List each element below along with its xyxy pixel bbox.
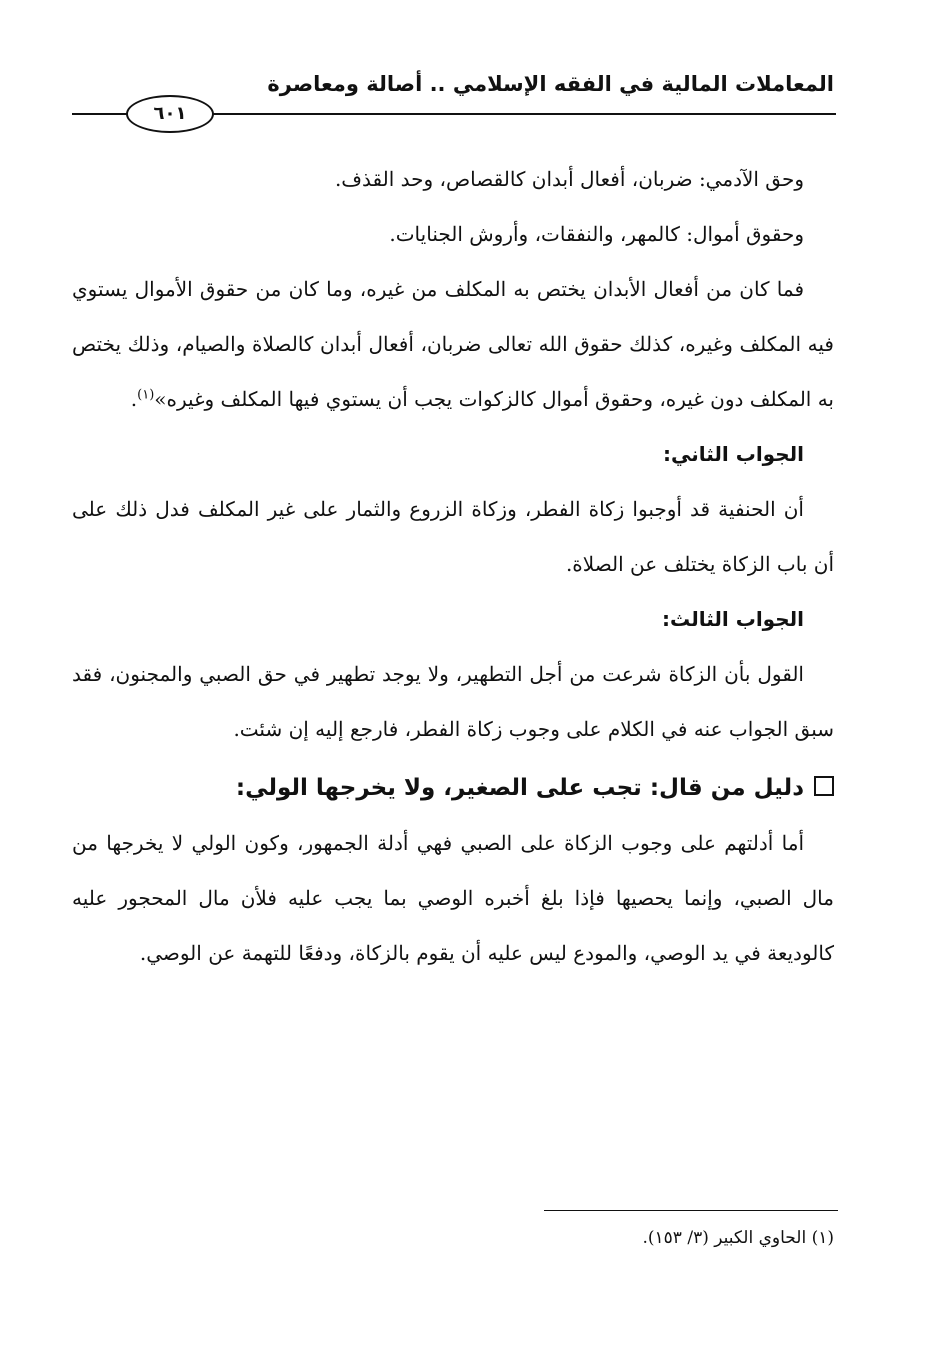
- page-number: ٦٠١: [126, 95, 214, 133]
- paragraph-1: وحق الآدمي: ضربان، أفعال أبدان كالقصاص، وحد القذف.: [334, 167, 804, 191]
- paragraph-6: أما أدلتهم على وجوب الزكاة على الصبي فهي أدلة الجمهور، وكون الولي لا يخرجها من مال الصبي، وإنما يحصيها فإذا بلغ أخبره الوصي بما يجب عليه فلأن مال المحجور عليه كالوديعة في يد الوصي، والمودع ليس عليه أن يقوم بالزكاة، ودفعًا للتهمة عن الوصي.: [72, 831, 834, 965]
- header-title: المعاملات المالية في الفقه الإسلامي .. أصالة ومعاصرة: [267, 72, 834, 96]
- square-bullet-icon: [814, 776, 834, 796]
- body-text: [72, 152, 834, 981]
- paragraph-3-text: فما كان من أفعال الأبدان يختص به المكلف من غيره، وما كان من حقوق الأموال يستوي فيه المكلف وغيره، كذلك حقوق الله تعالى ضربان، أفعال أبدان كالصلاة والصيام، وذلك يختص به المكلف دون غيره، وحقوق أموال كالزكوات يجب أن يستوي فيها المكلف وغيره»: [72, 277, 834, 411]
- footnote: (١) الحاوي الكبير (٣/ ١٥٣).: [642, 1228, 834, 1248]
- section-heading: [72, 761, 834, 816]
- answer-3-heading: الجواب الثالث:: [662, 607, 804, 631]
- paragraph-2: وحقوق أموال: كالمهر، والنفقات، وأروش الجنايات.: [389, 222, 804, 246]
- paragraph-4: أن الحنفية قد أوجبوا زكاة الفطر، وزكاة الزروع والثمار على غير المكلف فدل ذلك على أن باب الزكاة يختلف عن الصلاة.: [72, 497, 834, 576]
- paragraph-3: [72, 262, 834, 427]
- footnote-rule: [544, 1210, 838, 1211]
- answer-2-heading: الجواب الثاني:: [662, 442, 804, 466]
- paragraph-3-end: .: [130, 387, 138, 411]
- footnote-marker: (١): [137, 387, 155, 403]
- section-heading-text: دليل من قال: تجب على الصغير، ولا يخرجها الولي:: [235, 775, 804, 801]
- paragraph-5: القول بأن الزكاة شرعت من أجل التطهير، ولا يوجد تطهير في حق الصبي والمجنون، فقد سبق الجواب عنه في الكلام على وجوب زكاة الفطر، فارجع إليه إن شئت.: [72, 662, 834, 741]
